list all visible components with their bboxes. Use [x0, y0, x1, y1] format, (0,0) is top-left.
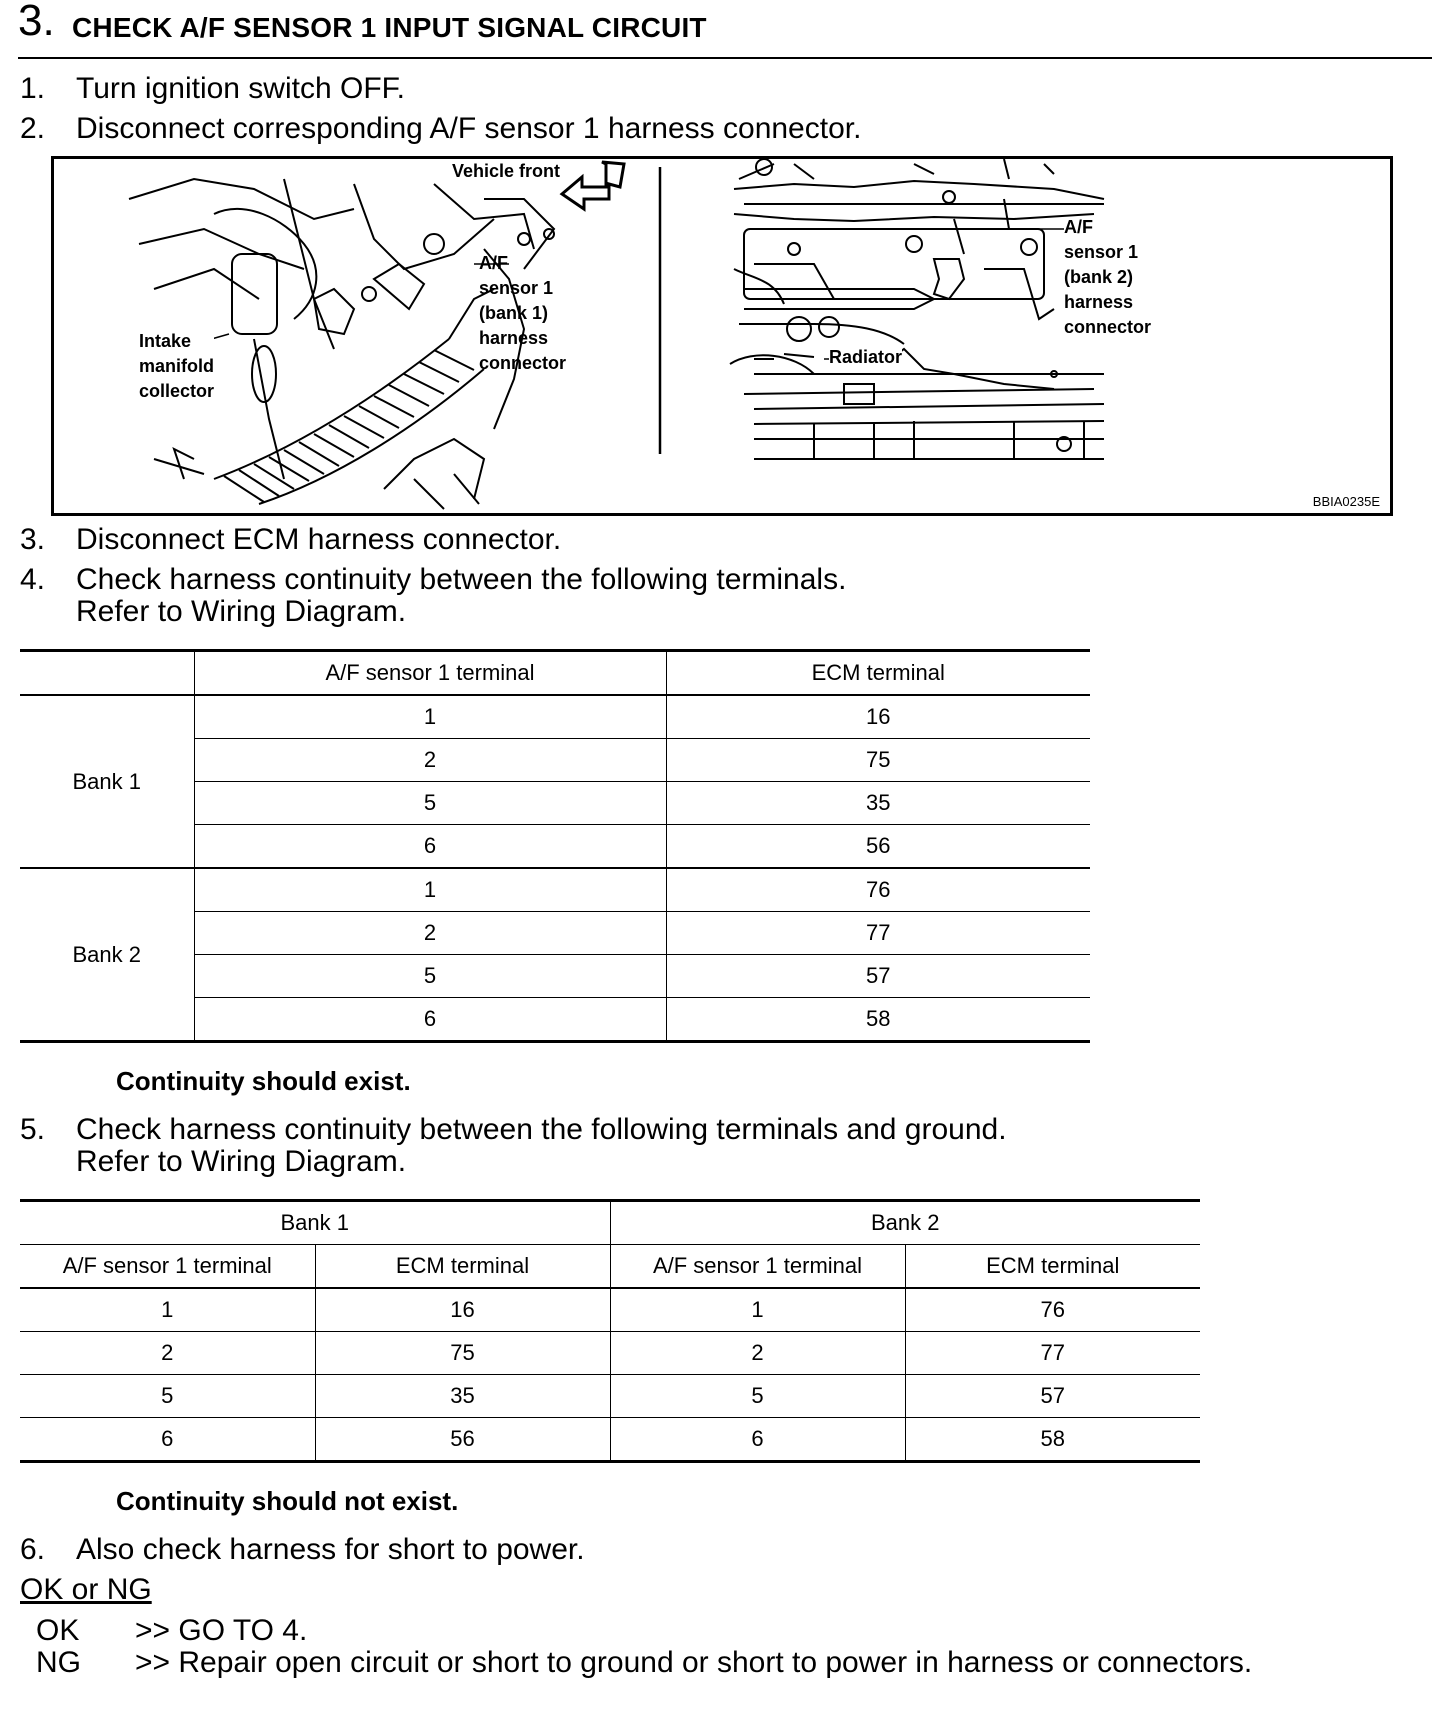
- continuity-not-exist-note: Continuity should not exist.: [116, 1486, 459, 1516]
- step-5-number: 5.: [20, 1113, 46, 1146]
- bank1-label-line: (bank 1): [479, 303, 549, 323]
- table-cell: 76: [905, 1288, 1200, 1332]
- continuity-table: [20, 649, 1090, 1043]
- ok-code: OK: [36, 1614, 80, 1647]
- bank2-label-line: connector: [1064, 317, 1152, 337]
- table-cell: 6: [194, 998, 666, 1042]
- table-cell: 1: [194, 695, 666, 739]
- table-row: [20, 1418, 1200, 1462]
- table-cell: 5: [194, 955, 666, 998]
- table-cell: 6: [194, 825, 666, 869]
- step-1-text: Turn ignition switch OFF.: [76, 72, 405, 105]
- radiator-label: Radiator: [829, 345, 902, 370]
- table-row: [20, 695, 1090, 739]
- section-number: 3.: [18, 0, 55, 45]
- table-header-row: [20, 651, 1090, 696]
- header-cell: A/F sensor 1 terminal: [610, 1245, 905, 1289]
- bank1-group-header: Bank 1: [20, 1201, 610, 1245]
- intake-manifold-label: [139, 329, 214, 404]
- ground-continuity-table: [20, 1199, 1200, 1463]
- bank1-label-line: harness: [479, 328, 549, 348]
- table-row: [20, 1332, 1200, 1375]
- bank-cell: Bank 1: [20, 695, 194, 868]
- table-cell: 2: [194, 739, 666, 782]
- table-cell: 76: [666, 868, 1090, 912]
- bank-cell: Bank 2: [20, 868, 194, 1042]
- table-cell: 6: [20, 1418, 315, 1462]
- figure-code: BBIA0235E: [1312, 494, 1380, 509]
- table-row: [20, 1375, 1200, 1418]
- step-4-text-ref: Refer to Wiring Diagram.: [76, 595, 407, 628]
- intake-label-line: Intake: [139, 331, 192, 351]
- step-6-text: Also check harness for short to power.: [76, 1533, 585, 1566]
- step-6-number: 6.: [20, 1533, 46, 1566]
- intake-label-line: collector: [139, 381, 215, 401]
- bank2-label-line: sensor 1: [1064, 242, 1139, 262]
- table-cell: 57: [666, 955, 1090, 998]
- table-cell: 77: [666, 912, 1090, 955]
- table-cell: 16: [315, 1288, 610, 1332]
- table-cell: 35: [315, 1375, 610, 1418]
- bank2-label-line: harness: [1064, 292, 1134, 312]
- header-cell: [20, 651, 194, 696]
- table-cell: 2: [610, 1332, 905, 1375]
- header-cell: A/F sensor 1 terminal: [194, 651, 666, 696]
- table-group-header-row: [20, 1201, 1200, 1245]
- table-cell: 56: [315, 1418, 610, 1462]
- ng-action: >> Repair open circuit or short to ground or short to power in harness or connectors.: [135, 1646, 1253, 1679]
- section-title: CHECK A/F SENSOR 1 INPUT SIGNAL CIRCUIT: [72, 12, 707, 43]
- bank1-connector-label: [479, 251, 566, 376]
- step-2-number: 2.: [20, 112, 46, 145]
- step-5-text: Check harness continuity between the following terminals and ground.: [76, 1113, 1007, 1146]
- table-header-row: [20, 1245, 1200, 1289]
- step-4-text: Check harness continuity between the following terminals.: [76, 563, 847, 596]
- engine-illustration: [51, 156, 1393, 516]
- bank2-connector-label: [1064, 215, 1151, 340]
- table-cell: 1: [194, 868, 666, 912]
- engine-line-drawing: [54, 159, 1390, 513]
- continuity-exist-note: Continuity should exist.: [116, 1066, 411, 1096]
- bank1-label-line: connector: [479, 353, 567, 373]
- table-row: [20, 1288, 1200, 1332]
- vehicle-front-label: Vehicle front: [452, 161, 561, 181]
- intake-label-line: manifold: [139, 356, 214, 376]
- ok-action: >> GO TO 4.: [135, 1614, 308, 1647]
- table-cell: 5: [194, 782, 666, 825]
- step-3-text: Disconnect ECM harness connector.: [76, 523, 562, 556]
- table-cell: 1: [20, 1288, 315, 1332]
- table-cell: 58: [866, 1006, 891, 1031]
- header-cell: ECM terminal: [315, 1245, 610, 1289]
- ok-or-ng-heading: OK or NG: [20, 1573, 152, 1606]
- table-cell: 75: [666, 739, 1090, 782]
- bank2-label-line: A/F: [1064, 217, 1093, 237]
- bank2-group-header: Bank 2: [610, 1201, 1200, 1245]
- header-cell: A/F sensor 1 terminal: [20, 1245, 315, 1289]
- ng-code: NG: [36, 1646, 81, 1679]
- table-row: [20, 868, 1090, 912]
- step-4-number: 4.: [20, 563, 46, 596]
- table-cell: 5: [610, 1375, 905, 1418]
- step-2-text: Disconnect corresponding A/F sensor 1 harness connector.: [76, 112, 862, 145]
- title-rule: [18, 57, 1432, 59]
- step-1-number: 1.: [20, 72, 46, 105]
- table-cell: 16: [666, 695, 1090, 739]
- table-cell: 6: [610, 1418, 905, 1462]
- table-cell: 2: [20, 1332, 315, 1375]
- table-cell: 56: [666, 825, 1090, 869]
- table-cell: 5: [20, 1375, 315, 1418]
- table-cell: 57: [905, 1375, 1200, 1418]
- table-cell: 35: [666, 782, 1090, 825]
- header-cell: ECM terminal: [666, 651, 1090, 696]
- step-3-number: 3.: [20, 523, 46, 556]
- table-cell: 2: [194, 912, 666, 955]
- table-cell: 77: [905, 1332, 1200, 1375]
- step-5-text-ref: Refer to Wiring Diagram.: [76, 1145, 407, 1178]
- table-cell: 58: [1040, 1426, 1065, 1451]
- header-cell: ECM terminal: [905, 1245, 1200, 1289]
- table-cell: 75: [315, 1332, 610, 1375]
- bank2-label-line: (bank 2): [1064, 267, 1134, 287]
- bank1-label-line: sensor 1: [479, 278, 554, 298]
- bank1-label-line: A/F: [479, 253, 508, 273]
- table-cell: 1: [610, 1288, 905, 1332]
